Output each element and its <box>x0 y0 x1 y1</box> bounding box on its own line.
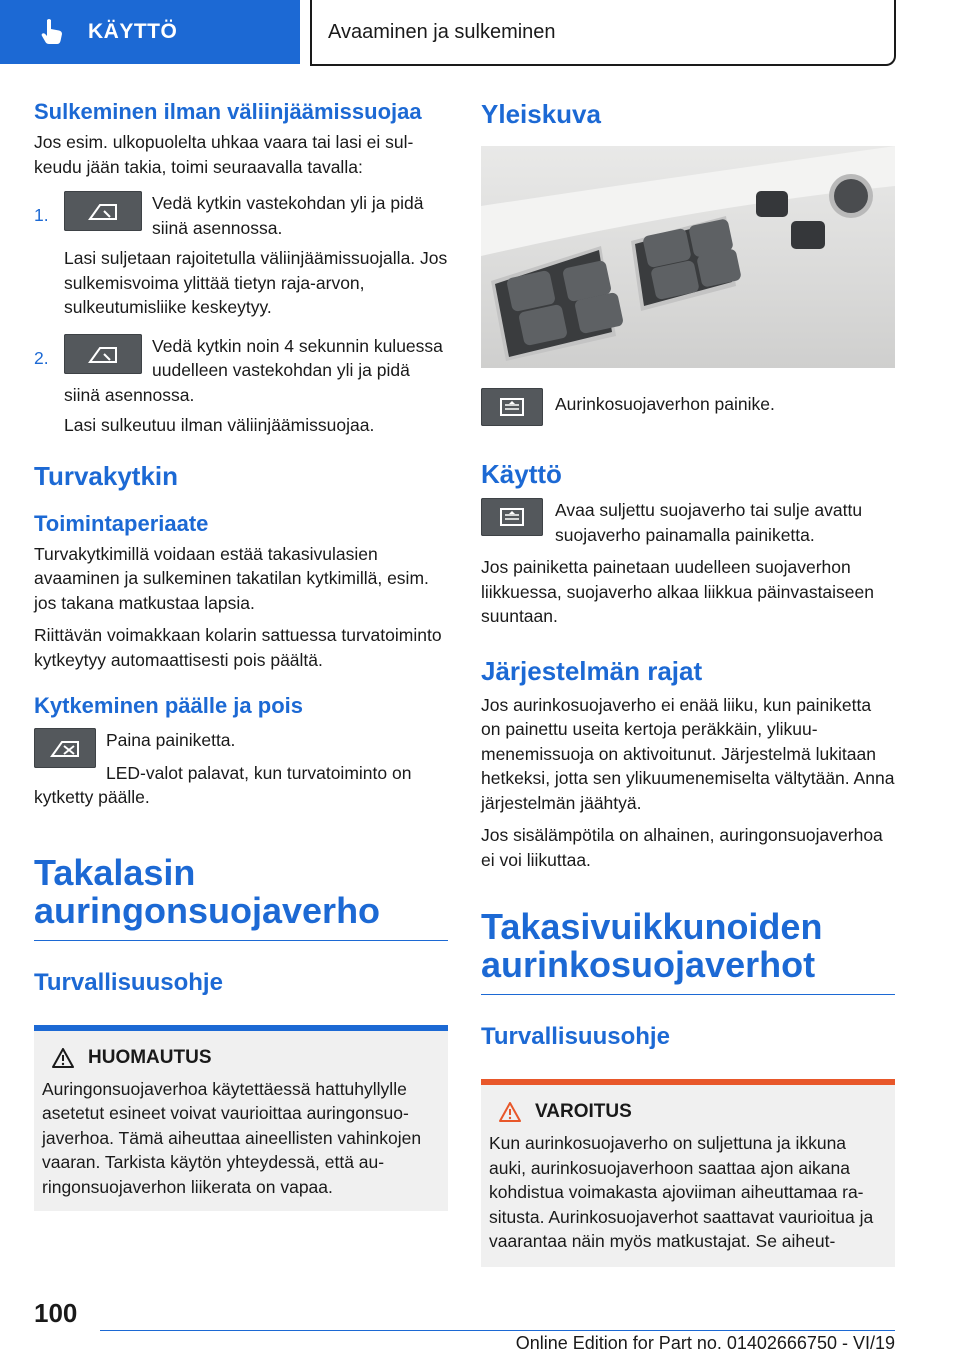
warning-title: VAROITUS <box>535 1101 632 1122</box>
step-text: Vedä kytkin noin 4 sekunnin kuluessa uudelleen vastekohdan yli ja pidä siinä asennossa. <box>64 335 443 405</box>
principle-text-1: Turvakytkimillä voidaan estää takasivulasien avaaminen ja sulkeminen takatilan kytkimillä, esim. jos takana matkustaa lapsia. <box>34 543 429 613</box>
limits-text-1: Jos aurinkosuojaverho ei enää liiku, kun painiketta on painettu useita kertoja peräkkäin, ylikuumenemissuoja on aktivoitunut. Järjestelmä lukitaan hetkeksi, jotta sen ylikuumenemiselta vältytään. Anna järjestelmän jäähtyä. <box>481 694 895 813</box>
heading-operation: Käyttö <box>481 459 562 489</box>
limits-text-2: Jos sisälämpötila on alhainen, auringonsuojaverhoa ei voi liikuttaa. <box>481 825 883 870</box>
heading-limits: Järjestelmän rajat <box>481 655 703 686</box>
step-text: Vedä kytkin vastekohdan yli ja pidä siinä asennossa. <box>152 193 424 238</box>
chapter-title: Avaaminen ja sulkeminen <box>310 0 896 66</box>
notice-title: HUOMAUTUS <box>88 1046 212 1068</box>
heading-principle: Toimintaperiaate <box>34 510 209 536</box>
switching-text-1: Paina painiketta. <box>106 730 236 750</box>
warning-box <box>481 1085 895 1267</box>
notice-text: Auringonsuojaverhoa käytettäessä hattuhyllylle asetetut esineet voivat vaurioittaa auringonsuojaverhoa. Tämä aiheuttaa aineellisten vahinkojen vaaran. Tarkista käytön yhteydessä, että auringonsuojaverhon liikerata on vapaa. <box>42 1078 422 1197</box>
heading-safety-note-right: Turvallisuusohje <box>481 1023 670 1050</box>
divider <box>481 994 895 995</box>
hand-icon <box>40 18 66 46</box>
step-2 <box>34 334 448 438</box>
step-number: 1. <box>34 205 49 225</box>
warning-text: Kun aurinkosuojaverho on suljettuna ja ikkuna auki, aurinkosuojaverhoon saattaa ajon aikana kohdistua voimakasta ajoviiman aiheuttamaa rasitusta. Aurinkosuojaverhot saattavat vaurioitua ja vaarantaa näin myös matkustajat. Se aiheut- <box>489 1133 874 1251</box>
page-number: 100 <box>34 1298 78 1328</box>
door-switch-photo <box>481 146 895 368</box>
photo-caption: Aurinkosuojaverhon painike. <box>555 394 775 414</box>
footer-divider <box>100 1330 895 1331</box>
operation-text-2: Jos painiketta painetaan uudelleen suojaverhon liikkuessa, suojaverho alkaa liikkua päinvastaiseen suuntaan. <box>481 557 874 626</box>
heading-safety-note-left: Turvallisuusohje <box>34 968 223 996</box>
step-note: Lasi suljetaan rajoitetulla väliinjäämissuojalla. Jos sulkemisvoima ylittää tietyn raja-arvon, sulkeutumisliike keskeytyy. <box>64 248 448 317</box>
sunblind-button-icon <box>481 388 543 426</box>
heading-overview: Yleiskuva <box>481 99 601 129</box>
safety-switch-icon <box>34 728 96 768</box>
section-label: KÄYTTÖ <box>88 20 178 43</box>
notice-box <box>34 1031 448 1212</box>
divider <box>34 940 448 941</box>
heading-safety-switch: Turvakytkin <box>34 460 179 491</box>
principle-text-2: Riittävän voimakkaan kolarin sattuessa turvatoiminto kytkeytyy automaattisesti pois päältä. <box>34 625 442 670</box>
heading-closing: Sulkeminen ilman väliinjäämissuojaa <box>34 99 422 124</box>
window-switch-icon <box>64 334 142 374</box>
warning-triangle-icon <box>52 1048 74 1068</box>
left-column <box>34 98 448 1211</box>
window-switch-icon <box>64 191 142 231</box>
switching-text-2: LED-valot palavat, kun turvatoiminto on kytketty päälle. <box>34 762 412 807</box>
right-column <box>481 98 895 1267</box>
step-1 <box>34 191 448 320</box>
warning-triangle-icon <box>499 1102 521 1122</box>
edition-text: Online Edition for Part no. 01402666750 - VI/19 <box>515 1333 895 1353</box>
heading-switching: Kytkeminen päälle ja pois <box>34 693 303 718</box>
operation-text-1: Avaa suljettu suojaverho tai sulje avattu suojaverho painamalla painiketta. <box>555 500 863 545</box>
sunblind-button-icon <box>481 498 543 536</box>
step-number: 2. <box>34 347 49 368</box>
section-tab <box>0 0 300 64</box>
step-note: Lasi sulkeutuu ilman väliinjäämissuojaa. <box>64 415 375 435</box>
heading-rear-blind: Takalasin auringonsuojaverho <box>34 851 381 931</box>
closing-intro: Jos esim. ulkopuolelta uhkaa vaara tai lasi ei sulkeudu jään takia, toimi seuraavalla tavalla: <box>34 132 414 177</box>
heading-side-blinds: Takasivuikkunoiden aurinkosuojaverhot <box>481 906 823 985</box>
